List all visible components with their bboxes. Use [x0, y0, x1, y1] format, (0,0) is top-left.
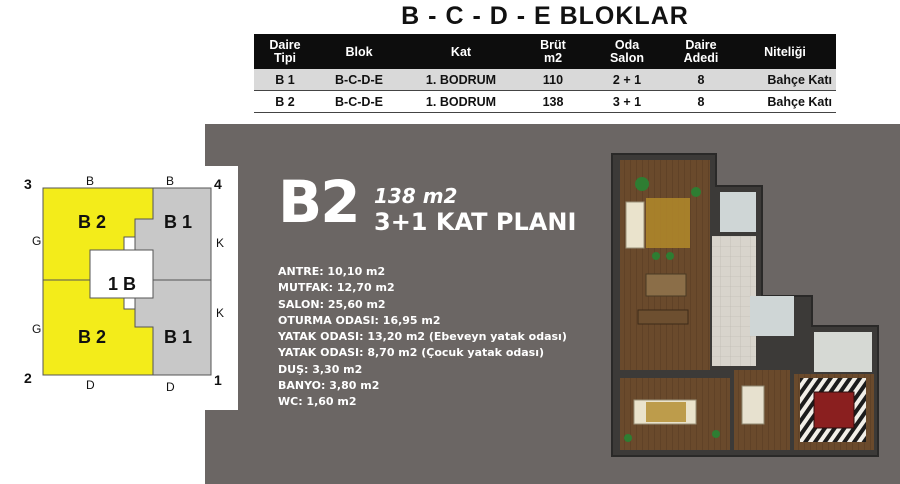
sofa — [626, 202, 644, 248]
cell-brut: 138 — [520, 91, 586, 113]
plant — [652, 252, 660, 260]
rug-bottom — [646, 402, 686, 422]
room-antre — [712, 236, 756, 366]
rug-salon — [646, 198, 690, 248]
edge-label-d-left: D — [86, 378, 95, 392]
room-item: WC: 1,60 m2 — [278, 395, 357, 409]
page-title: B - C - D - E BLOKLAR — [401, 2, 689, 30]
unit-label-b2-top: B 2 — [78, 212, 107, 232]
room-wc — [720, 192, 756, 232]
bed — [814, 392, 854, 428]
plan-area: 138 m2 — [374, 184, 458, 208]
cell-niteligi: Bahçe Katı — [734, 91, 836, 113]
cell-kat: 1. BODRUM — [402, 91, 520, 113]
col-blok: Blok — [316, 34, 402, 69]
col-daire-adedi: Daire Adedi — [668, 34, 734, 69]
col-oda-salon: Oda Salon — [586, 34, 668, 69]
cell-daire-tipi: B 1 — [254, 69, 316, 91]
edge-label-g-top: G — [32, 234, 42, 248]
plant — [635, 177, 649, 191]
col-kat: Kat — [402, 34, 520, 69]
cell-brut: 110 — [520, 69, 586, 91]
corner-label-2: 2 — [24, 370, 32, 386]
floor-plan-render — [600, 146, 890, 466]
cell-daire-adedi: 8 — [668, 69, 734, 91]
coffee-table — [638, 310, 688, 324]
room-item: SALON: 25,60 m2 — [278, 297, 386, 311]
dining-table — [646, 274, 686, 296]
edge-label-g-bottom: G — [32, 322, 42, 336]
edge-label-b-left: B — [86, 174, 95, 188]
plan-subtitle: 3+1 KAT PLANI — [374, 208, 577, 236]
cell-daire-tipi: B 2 — [254, 91, 316, 113]
room-item: ANTRE: 10,10 m2 — [278, 265, 386, 278]
plant — [666, 252, 674, 260]
cell-oda-salon: 2 + 1 — [586, 69, 668, 91]
col-daire-tipi: Daire Tipi — [254, 34, 316, 69]
room-item: DUŞ: 3,30 m2 — [278, 362, 363, 376]
cell-blok: B-C-D-E — [316, 91, 402, 113]
room-dus — [814, 332, 872, 372]
edge-label-k-bottom: K — [216, 306, 225, 320]
plan-code: B2 — [278, 168, 359, 236]
cell-blok: B-C-D-E — [316, 69, 402, 91]
unit-label-b1-top: B 1 — [164, 212, 193, 232]
plant — [624, 434, 632, 442]
room-item: YATAK ODASI: 13,20 m2 (Ebeveyn yatak odası) — [278, 330, 567, 344]
col-brut: Brüt m2 — [520, 34, 586, 69]
corner-label-4: 4 — [214, 176, 222, 192]
room-item: BANYO: 3,80 m2 — [278, 379, 380, 393]
unit-label-1b: 1 B — [108, 274, 137, 294]
col-niteligi: Niteliği — [734, 34, 836, 69]
plant — [712, 430, 720, 438]
room-item: MUTFAK: 12,70 m2 — [278, 281, 395, 295]
cell-niteligi: Bahçe Katı — [734, 69, 836, 91]
cell-kat: 1. BODRUM — [402, 69, 520, 91]
cell-daire-adedi: 8 — [668, 91, 734, 113]
room-banyo — [750, 296, 794, 336]
edge-label-d-right: D — [166, 380, 175, 394]
plant — [691, 187, 701, 197]
room-item: YATAK ODASI: 8,70 m2 (Çocuk yatak odası) — [278, 346, 545, 360]
corner-label-3: 3 — [24, 176, 32, 192]
room-item: OTURMA ODASI: 16,95 m2 — [278, 313, 441, 327]
cell-oda-salon: 3 + 1 — [586, 91, 668, 113]
child-bed — [742, 386, 764, 424]
corner-label-1: 1 — [214, 372, 222, 388]
edge-label-b-right: B — [166, 174, 175, 188]
unit-label-b2-bottom: B 2 — [78, 327, 107, 347]
unit-label-b1-bottom: B 1 — [164, 327, 193, 347]
edge-label-k-top: K — [216, 236, 225, 250]
room-list — [278, 264, 567, 411]
